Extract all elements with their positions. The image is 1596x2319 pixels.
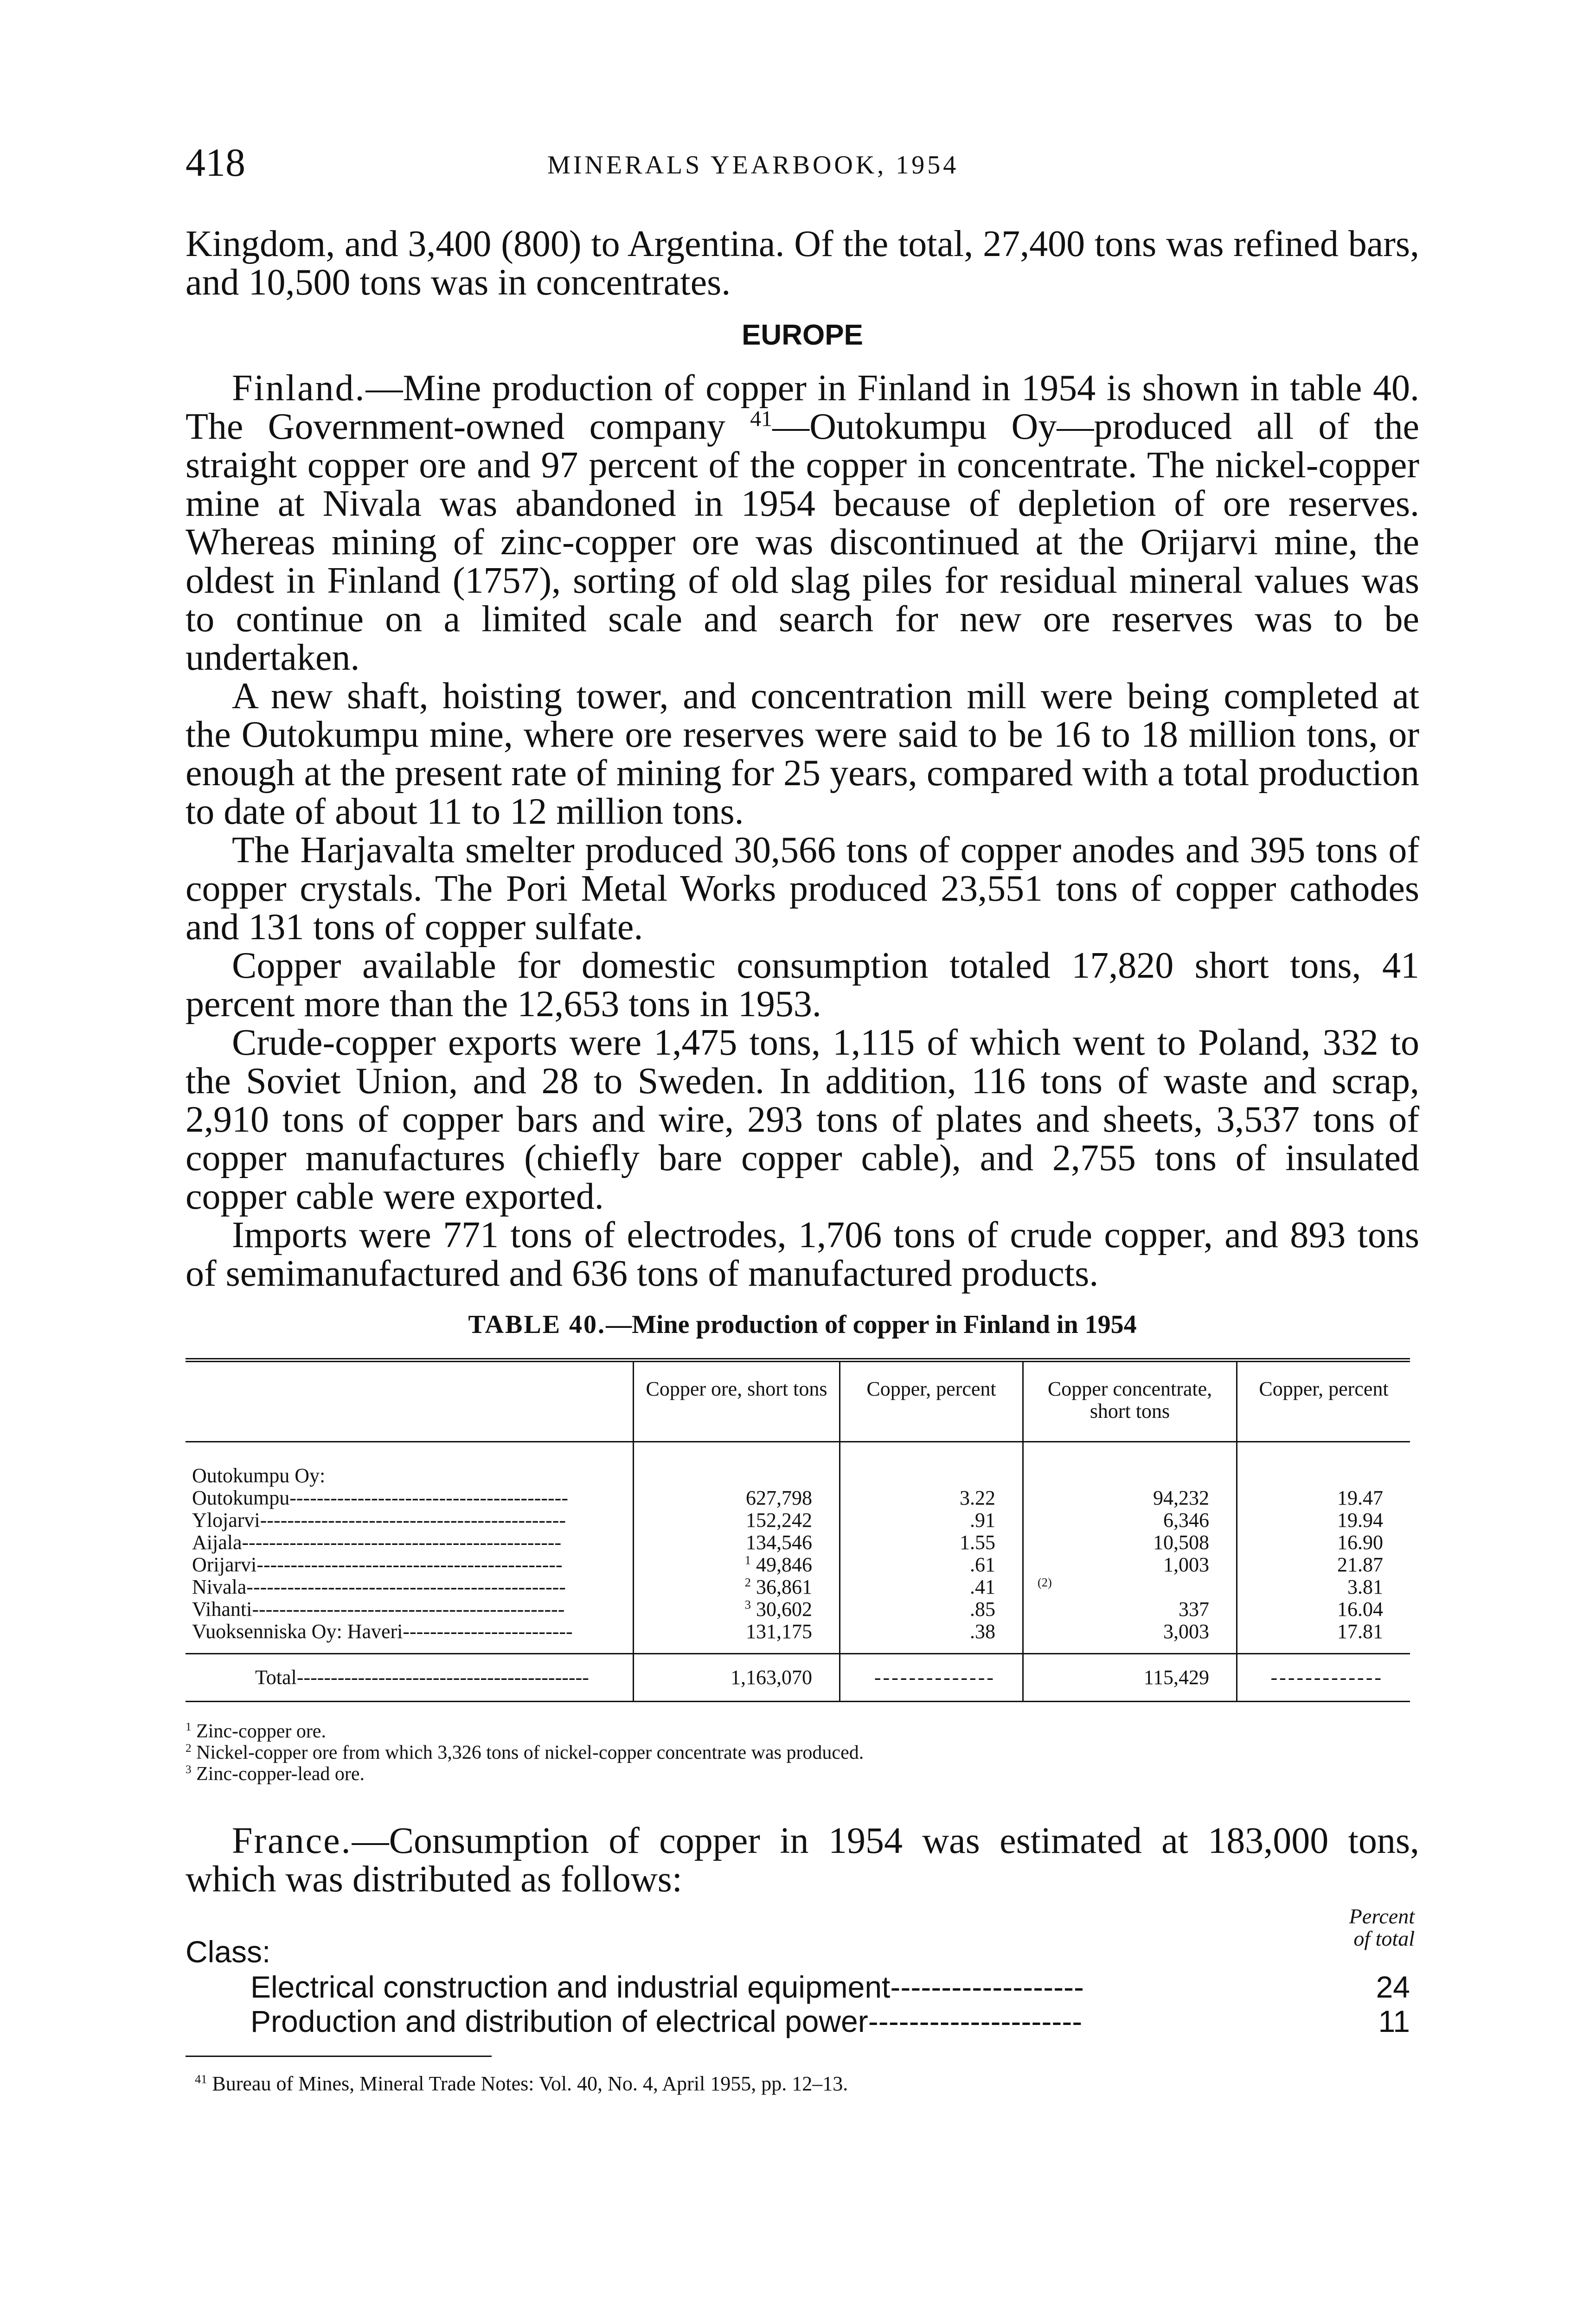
cell-ore: 152,242 bbox=[634, 1509, 840, 1531]
section-heading: EUROPE bbox=[742, 319, 863, 351]
cell-cu1: 1.55 bbox=[840, 1531, 1023, 1554]
table-stub-header bbox=[186, 1360, 634, 1442]
finland-paragraph-4: Copper available for domestic consumption totaled 17,820 short tons, 41 percent more than the 12,653 tons in 1953. bbox=[186, 945, 1419, 1025]
row-name: Vihanti bbox=[192, 1598, 252, 1621]
cell-conc: 3,003 bbox=[1023, 1621, 1237, 1654]
finland-paragraph-2: A new shaft, hoisting tower, and concentration mill were being completed at the Outokumpu mine, where ore reserves were said to be 16 to 18 million tons, or enough at the present rate of mining for 25 years, compared with a total production to date of about 11 to 12 million tons. bbox=[186, 676, 1419, 832]
cell-ore: 131,175 bbox=[634, 1621, 840, 1654]
total-conc: 115,429 bbox=[1023, 1654, 1237, 1702]
cell-cu1: .85 bbox=[840, 1598, 1023, 1621]
cell-cu2: 21.87 bbox=[1237, 1554, 1410, 1576]
finland-paragraph-1 bbox=[186, 369, 1419, 677]
col-header-cu1: Copper, percent bbox=[840, 1360, 1023, 1442]
copper-production-table bbox=[186, 1358, 1410, 1702]
total-cu2: ------------- bbox=[1237, 1654, 1410, 1702]
footnote-ref: 2 bbox=[744, 1575, 751, 1589]
cell-cu2: 19.94 bbox=[1237, 1509, 1410, 1531]
footnote-ref: 3 bbox=[744, 1597, 751, 1612]
col-header-ore: Copper ore, short tons bbox=[634, 1360, 840, 1442]
total-ore: 1,163,070 bbox=[634, 1654, 840, 1702]
table-title: —Mine production of copper in Finland in 1954 bbox=[606, 1310, 1137, 1339]
cell-cu1: 3.22 bbox=[840, 1487, 1023, 1509]
cell-ore: 134,546 bbox=[634, 1531, 840, 1554]
finland-section bbox=[186, 369, 1419, 1293]
france-paragraph bbox=[186, 1822, 1419, 1899]
class-item-value: 11 bbox=[1378, 2004, 1410, 2038]
row-name: Orijarvi bbox=[192, 1554, 257, 1576]
cell-conc: 10,508 bbox=[1023, 1531, 1237, 1554]
cell-conc: 337 bbox=[1023, 1598, 1237, 1621]
table-caption bbox=[186, 1310, 1419, 1339]
table-footnote: $^3$ Zinc-copper-lead ore. bbox=[186, 1763, 365, 1785]
list-item: Production and distribution of electrical power--------------------- 11 bbox=[250, 2004, 1410, 2038]
table-total-row: Total------------------------------------------- 1,163,070 -------------- 115,429 ------------- bbox=[186, 1654, 1410, 1702]
finland-paragraph-5: Crude-copper exports were 1,475 tons, 1,115 of which went to Poland, 332 to the Soviet Union, and 28 to Sweden. In addition, 116 tons of waste and scrap, 2,910 tons of copper bars and wire, 293 tons of plates and sheets, 3,537 tons of copper manufactures (chiefly bare copper cable), and 2,755 tons of insulated copper cable were exported. bbox=[186, 1022, 1419, 1217]
table-group-row bbox=[186, 1442, 1410, 1487]
running-header bbox=[186, 139, 1419, 190]
col-header-cu2: Copper, percent bbox=[1237, 1360, 1410, 1442]
cell-cu1: .41 bbox=[840, 1576, 1023, 1598]
group-label: Outokumpu Oy: bbox=[192, 1464, 326, 1487]
total-cu1: -------------- bbox=[840, 1654, 1023, 1702]
class-item-label: Production and distribution of electrical power bbox=[250, 2004, 868, 2038]
main-column bbox=[186, 225, 1419, 2095]
finland-paragraph-3: The Harjavalta smelter produced 30,566 tons of copper anodes and 395 tons of copper crystals. The Pori Metal Works produced 23,551 tons of copper cathodes and 131 tons of copper sulfate. bbox=[186, 830, 1419, 948]
table-row: Outokumpu----------------------------------------- 627,798 3.22 94,232 19.47 bbox=[186, 1487, 1410, 1509]
footnote-divider bbox=[186, 2056, 492, 2057]
cell-cu1: .61 bbox=[840, 1554, 1023, 1576]
list-item: Electrical construction and industrial equipment------------------- 24 bbox=[250, 1970, 1410, 2004]
intro-paragraph: Kingdom, and 3,400 (800) to Argentina. Of the total, 27,400 tons was refined bars, and 10,500 tons was in concentrates. bbox=[186, 224, 1419, 303]
row-name: Outokumpu bbox=[192, 1487, 290, 1509]
table-row: Orijarvi--------------------------------------------- $^1$ 49,846 .61 1,003 21.87 bbox=[186, 1554, 1410, 1576]
cell-cu2: 3.81 bbox=[1237, 1576, 1410, 1598]
table-row: Vihanti---------------------------------------------- $^3$ 30,602 .85 337 16.04 bbox=[186, 1598, 1410, 1621]
page-number: 418 bbox=[186, 140, 245, 185]
table-footnotes bbox=[186, 1721, 1419, 1785]
class-label: Class: bbox=[186, 1935, 271, 1969]
percent-header: Percent of total bbox=[1349, 1904, 1415, 1950]
cell-ore: $^1$ 49,846 bbox=[634, 1554, 840, 1576]
footnote-ref: (2) bbox=[1038, 1575, 1052, 1589]
row-name: Ylojarvi bbox=[192, 1509, 260, 1531]
row-name: Aijala bbox=[192, 1531, 242, 1554]
finland-p1-text-a: —Mine production of copper in Finland in 1954 is shown in table 40. The Government-owned company bbox=[186, 368, 1419, 447]
france-text: —Consumption of copper in 1954 was estimated at 183,000 tons, which was distributed as follows: bbox=[186, 1820, 1419, 1900]
cell-conc: 6,346 bbox=[1023, 1509, 1237, 1531]
cell-conc: 1,003 bbox=[1023, 1554, 1237, 1576]
total-label: Total bbox=[255, 1666, 297, 1689]
cell-conc: 94,232 bbox=[1023, 1487, 1237, 1509]
row-name: Vuoksenniska Oy: Haveri bbox=[192, 1621, 403, 1643]
cell-ore: $^2$ 36,861 bbox=[634, 1576, 840, 1598]
cell-ore: $^3$ 30,602 bbox=[634, 1598, 840, 1621]
class-distribution-list bbox=[186, 1905, 1419, 2039]
footnote-ref-41: 41 bbox=[750, 406, 773, 431]
running-title: MINERALS YEARBOOK, 1954 bbox=[547, 151, 959, 179]
france-lead: France. bbox=[232, 1820, 352, 1861]
page-footnote: $^{41}$ Bureau of Mines, Mineral Trade Notes: Vol. 40, No. 4, April 1955, pp. 12–13. bbox=[195, 2072, 848, 2095]
table-number: TABLE 40. bbox=[468, 1310, 606, 1339]
row-name: Nivala bbox=[192, 1576, 247, 1598]
cell-cu2: 19.47 bbox=[1237, 1487, 1410, 1509]
col-header-conc: Copper concentrate, short tons bbox=[1023, 1360, 1237, 1442]
cell-cu2: 17.81 bbox=[1237, 1621, 1410, 1654]
footnote-ref: 1 bbox=[744, 1553, 751, 1567]
table-row: Ylojarvi--------------------------------------------- 152,242 .91 6,346 19.94 bbox=[186, 1509, 1410, 1531]
cell-cu2: 16.90 bbox=[1237, 1531, 1410, 1554]
table-row: Vuoksenniska Oy: Haveri------------------------- 131,175 .38 3,003 17.81 bbox=[186, 1621, 1410, 1654]
cell-conc bbox=[1023, 1576, 1237, 1598]
table-row: Aijala----------------------------------------------- 134,546 1.55 10,508 16.90 bbox=[186, 1531, 1410, 1554]
table-header-row bbox=[186, 1360, 1410, 1442]
finland-lead: Finland. bbox=[232, 368, 366, 409]
table-footnote: $^2$ Nickel-copper ore from which 3,326 tons of nickel-copper concentrate was produced. bbox=[186, 1742, 864, 1763]
cell-cu2: 16.04 bbox=[1237, 1598, 1410, 1621]
table-footnote: $^1$ Zinc-copper ore. bbox=[186, 1721, 326, 1742]
class-item-value: 24 bbox=[1376, 1970, 1410, 2004]
cell-cu1: .91 bbox=[840, 1509, 1023, 1531]
cell-ore: 627,798 bbox=[634, 1487, 840, 1509]
table-row: Nivala----------------------------------------------- $^2$ 36,861 .41 $^{(2)}$ 3.81 bbox=[186, 1576, 1410, 1598]
finland-paragraph-6: Imports were 771 tons of electrodes, 1,706 tons of crude copper, and 893 tons of semimanufactured and 636 tons of manufactured products. bbox=[186, 1215, 1419, 1294]
finland-p1-text-b: —Outokumpu Oy—produced all of the straight copper ore and 97 percent of the copper in concentrate. The nickel-copper mine at Nivala was abandoned in 1954 because of depletion of ore reserves. Whereas mining of zinc-copper ore was discontinued at the Orijarvi mine, the oldest in Finland (1757), sorting of old slag piles for residual mineral values was to continue on a limited scale and search for new ore reserves was to be undertaken. bbox=[186, 406, 1420, 678]
cell-cu1: .38 bbox=[840, 1621, 1023, 1654]
class-item-label: Electrical construction and industrial equipment bbox=[250, 1970, 891, 2004]
